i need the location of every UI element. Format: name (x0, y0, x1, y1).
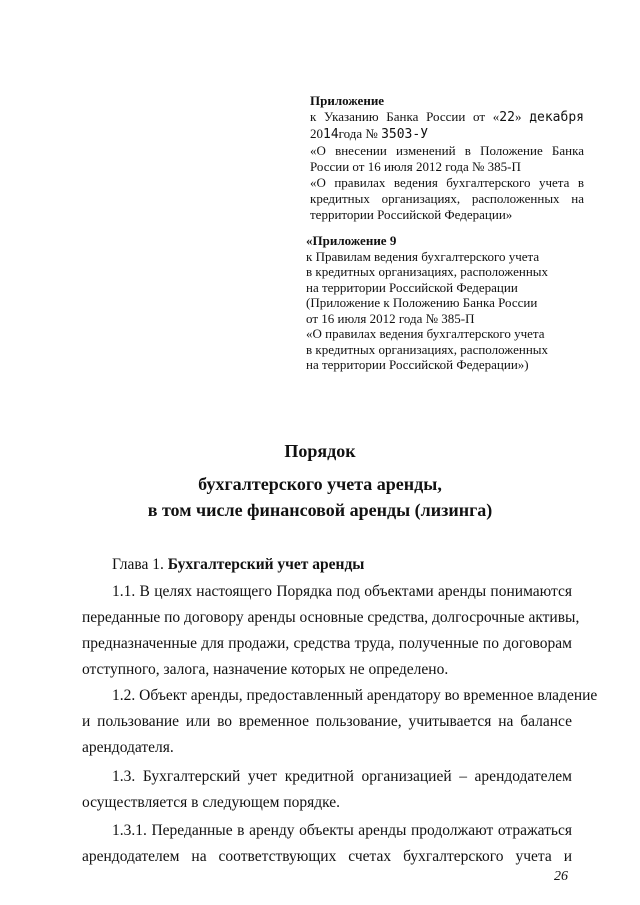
appendix-line: «О правилах ведения бухгалтерского учета в (310, 175, 584, 190)
paragraph-1-1 (82, 579, 580, 683)
handwritten-day: 22 (499, 110, 515, 125)
appendix9-line: в кредитных организациях, расположенных (306, 264, 549, 279)
text-line: 1.1. В целях настоящего Порядка под объектами аренды понимаются (112, 583, 572, 600)
appendix9-line: на территории Российской Федерации») (306, 357, 529, 372)
text-line: осуществляется в следующем порядке. (82, 794, 341, 811)
handwritten-year: 14 (323, 127, 339, 142)
text-line: предназначенные для продажи, средства труда, полученные по договорам (82, 635, 572, 652)
chapter-heading: Глава 1. Бухгалтерский учет аренды (112, 556, 365, 573)
handwritten-number: 3503-У (381, 127, 429, 142)
appendix-title: Приложение (310, 93, 385, 108)
appendix-line: 2014года № 3503-У (310, 126, 429, 142)
appendix9-header (306, 233, 586, 373)
appendix9-line: от 16 июля 2012 года № 385-П (306, 310, 475, 326)
handwritten-month: декабря (529, 110, 584, 125)
paragraph-1-2 (82, 683, 598, 761)
text-line: 1.3. Бухгалтерский учет кредитной организацией – арендодателем (112, 768, 572, 785)
appendix-header (310, 93, 584, 223)
appendix9-title: «Приложение 9 (306, 233, 397, 248)
text-line: отступного, залога, назначение которых не определено. (82, 661, 449, 678)
appendix9-line: к Правилам ведения бухгалтерского учета (306, 248, 540, 264)
paragraph-1-3 (82, 764, 572, 816)
text-line: 1.2. Объект аренды, предоставленный арендатору во временное владение (112, 687, 598, 704)
appendix-line: кредитных организациях, расположенных на (310, 191, 584, 206)
text-line: и пользование или во временное пользование, учитывается на балансе (82, 713, 572, 730)
text-line: арендодателя. (82, 739, 174, 756)
appendix-line: к Указанию Банка России от «22» декабря (310, 109, 584, 125)
appendix9-line: «О правилах ведения бухгалтерского учета (306, 326, 545, 341)
document-subtitle: бухгалтерского учета аренды, (198, 474, 442, 494)
appendix9-line: (Приложение к Положению Банка России (306, 295, 538, 310)
page-number: 26 (554, 869, 568, 884)
text-line: переданные по договору аренды основные средства, долгосрочные активы, (82, 609, 580, 626)
appendix9-line: в кредитных организациях, расположенных (306, 341, 549, 357)
text-line: 1.3.1. Переданные в аренду объекты аренды продолжают отражаться (112, 822, 572, 839)
document-title: Порядок (284, 441, 356, 461)
appendix-line: территории Российской Федерации» (310, 207, 513, 222)
appendix9-line: на территории Российской Федерации (306, 279, 518, 295)
chapter-name: Бухгалтерский учет аренды (167, 556, 365, 573)
document-subtitle: в том числе финансовой аренды (лизинга) (147, 500, 493, 520)
appendix-line: России от 16 июля 2012 года № 385-П (310, 159, 521, 174)
appendix-line: «О внесении изменений в Положение Банка (310, 143, 584, 158)
paragraph-1-3-1 (82, 818, 572, 870)
text-line: арендодателем на соответствующих счетах бухгалтерского учета и (82, 848, 572, 865)
